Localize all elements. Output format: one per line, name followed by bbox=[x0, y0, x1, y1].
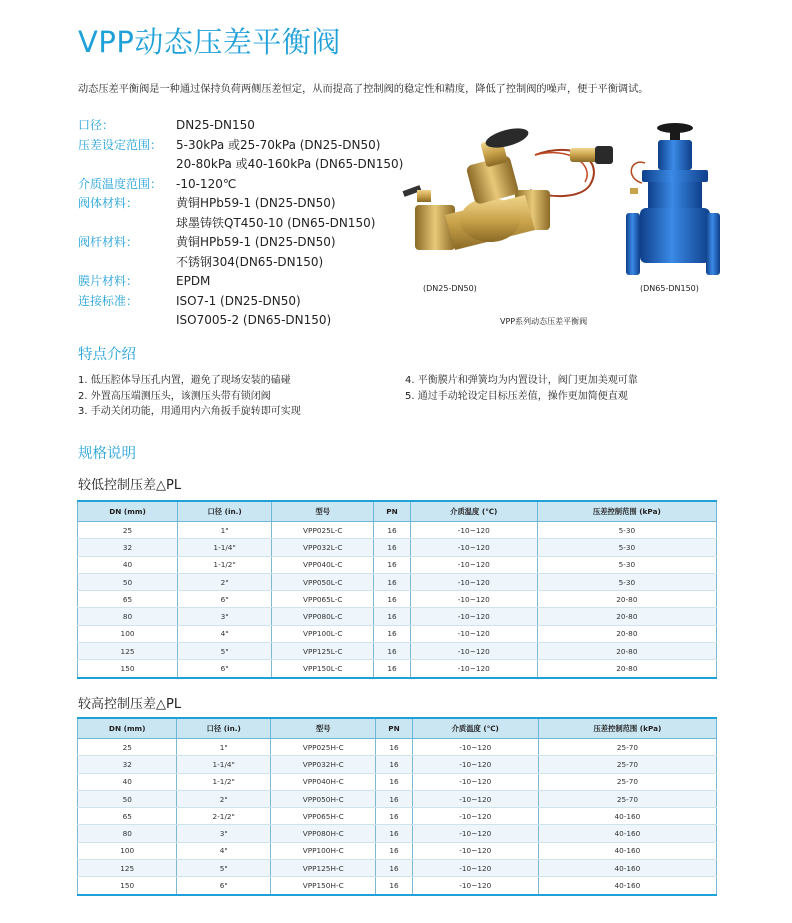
table-cell: 20-80 bbox=[537, 643, 716, 660]
spec-label: 压差设定范围： bbox=[78, 137, 163, 152]
table-cell: 25 bbox=[78, 522, 178, 539]
low-table-heading: 较低控制压差△PL bbox=[78, 478, 182, 493]
table-cell: 32 bbox=[78, 539, 178, 556]
table-cell: 125 bbox=[78, 860, 177, 877]
table-header-row bbox=[78, 718, 717, 739]
spec-value: -10-120℃ bbox=[176, 176, 237, 191]
table-cell: 40-160 bbox=[538, 808, 716, 825]
spec-row bbox=[78, 292, 403, 312]
table-cell: 16 bbox=[376, 756, 412, 773]
table-cell: 40-160 bbox=[538, 825, 716, 842]
spec-value: 20-80kPa 或40-160kPa (DN65-DN150) bbox=[176, 157, 404, 171]
table-cell: 50 bbox=[78, 573, 178, 590]
table-cell: 125 bbox=[78, 643, 178, 660]
blue-valve-image bbox=[620, 118, 720, 283]
table-cell: 65 bbox=[78, 808, 177, 825]
table-row bbox=[78, 825, 717, 842]
table-cell: 1" bbox=[178, 522, 272, 539]
table-cell: 1-1/2" bbox=[178, 556, 272, 573]
table-cell: -10~120 bbox=[410, 522, 537, 539]
intro-text: 动态压差平衡阀是一种通过保持负荷两侧压差恒定，从而提高了控制阀的稳定性和精度，降低了控制阀的噪声，便于平衡调试。 bbox=[78, 84, 649, 95]
table-cell: 25-70 bbox=[538, 773, 716, 790]
column-header: PN bbox=[374, 501, 411, 522]
table-cell: 25-70 bbox=[538, 739, 716, 756]
table-cell: -10~120 bbox=[410, 539, 537, 556]
table-cell: VPP032L-C bbox=[272, 539, 374, 556]
spec-row bbox=[78, 253, 403, 273]
table-cell: VPP025H-C bbox=[271, 739, 376, 756]
table-cell: 5-30 bbox=[537, 522, 716, 539]
table-cell: 4" bbox=[178, 625, 272, 642]
table-cell: 150 bbox=[78, 660, 178, 678]
table-row bbox=[78, 790, 717, 807]
table-cell: 1-1/4" bbox=[177, 756, 271, 773]
column-header: DN (mm) bbox=[78, 718, 177, 739]
spec-row bbox=[78, 214, 403, 234]
features-right bbox=[405, 373, 638, 404]
table-cell: VPP100H-C bbox=[271, 842, 376, 859]
table-cell: 16 bbox=[374, 522, 411, 539]
table-cell: 6" bbox=[177, 877, 271, 895]
table-cell: 16 bbox=[376, 790, 412, 807]
table-cell: 1-1/2" bbox=[177, 773, 271, 790]
table-cell: VPP032H-C bbox=[271, 756, 376, 773]
feature-item: 4. 平衡膜片和弹簧均为内置设计，阀门更加美观可靠 bbox=[405, 375, 638, 386]
table-cell: VPP040H-C bbox=[271, 773, 376, 790]
table-cell: VPP100L-C bbox=[272, 625, 374, 642]
spec-row bbox=[78, 272, 403, 292]
table-row bbox=[78, 539, 717, 556]
table-cell: -10~120 bbox=[410, 573, 537, 590]
table-cell: 3" bbox=[178, 608, 272, 625]
table-cell: -10~120 bbox=[412, 808, 538, 825]
table-cell: -10~120 bbox=[412, 756, 538, 773]
spec-label: 口径： bbox=[78, 118, 115, 132]
table-row bbox=[78, 608, 717, 625]
table-cell: 16 bbox=[374, 608, 411, 625]
brass-valve-image bbox=[395, 120, 620, 270]
spec-value: EPDM bbox=[176, 274, 211, 288]
table-cell: 20-80 bbox=[537, 591, 716, 608]
table-header-row bbox=[78, 501, 717, 522]
table-cell: VPP050L-C bbox=[272, 573, 374, 590]
spec-row bbox=[78, 233, 403, 253]
spec-label bbox=[78, 214, 176, 234]
table-cell: 6" bbox=[178, 591, 272, 608]
table-cell: 16 bbox=[374, 643, 411, 660]
table-cell: 50 bbox=[78, 790, 177, 807]
table-cell: -10~120 bbox=[412, 877, 538, 895]
feature-item: 1. 低压腔体导压孔内置，避免了现场安装的磕碰 bbox=[78, 375, 291, 386]
spec-row bbox=[78, 116, 403, 136]
spec-value: ISO7005-2 (DN65-DN150) bbox=[176, 313, 332, 327]
spec-label: 连接标准： bbox=[78, 293, 139, 308]
spec-row bbox=[78, 136, 403, 156]
table-row bbox=[78, 756, 717, 773]
table-cell: 1" bbox=[177, 739, 271, 756]
spec-label: 介质温度范围： bbox=[78, 176, 163, 191]
table-cell: 20-80 bbox=[537, 660, 716, 678]
large-valve-caption: (DN65-DN150) bbox=[640, 284, 699, 293]
table-cell: -10~120 bbox=[412, 842, 538, 859]
table-row bbox=[78, 573, 717, 590]
table-cell: 5" bbox=[177, 860, 271, 877]
table-cell: 80 bbox=[78, 825, 177, 842]
table-row bbox=[78, 625, 717, 642]
spec-row bbox=[78, 311, 403, 331]
table-cell: VPP150L-C bbox=[272, 660, 374, 678]
table-cell: 2" bbox=[177, 790, 271, 807]
table-cell: -10~120 bbox=[410, 591, 537, 608]
table-row bbox=[78, 808, 717, 825]
column-header: 口径 (in.) bbox=[178, 501, 272, 522]
spec-label: 膜片材料： bbox=[78, 274, 139, 288]
table-cell: 20-80 bbox=[537, 608, 716, 625]
table-cell: 150 bbox=[78, 877, 177, 895]
table-cell: 5" bbox=[178, 643, 272, 660]
table-cell: 5-30 bbox=[537, 539, 716, 556]
table-cell: -10~120 bbox=[410, 608, 537, 625]
feature-item: 5. 通过手动轮设定目标压差值，操作更加简便直观 bbox=[405, 390, 628, 402]
page-title: VPP动态压差平衡阀 bbox=[78, 25, 341, 59]
series-caption: VPP系列动态压差平衡阀 bbox=[500, 317, 588, 326]
features-left bbox=[78, 373, 301, 420]
table-cell: -10~120 bbox=[412, 790, 538, 807]
table-row bbox=[78, 643, 717, 660]
table-cell: VPP080L-C bbox=[272, 608, 374, 625]
spec-value: 黄铜HPb59-1 (DN25-DN50) bbox=[176, 235, 336, 249]
high-pressure-table bbox=[77, 717, 717, 896]
table-cell: 5-30 bbox=[537, 556, 716, 573]
table-cell: 65 bbox=[78, 591, 178, 608]
table-row bbox=[78, 773, 717, 790]
table-cell: VPP125H-C bbox=[271, 860, 376, 877]
spec-value: 不锈钢304(DN65-DN150) bbox=[176, 254, 324, 269]
table-cell: -10~120 bbox=[412, 773, 538, 790]
spec-row bbox=[78, 155, 403, 175]
table-cell: 16 bbox=[376, 877, 412, 895]
spec-label bbox=[78, 253, 176, 273]
spec-value: 球墨铸铁QT450-10 (DN65-DN150) bbox=[176, 215, 376, 230]
spec-value: 黄铜HPb59-1 (DN25-DN50) bbox=[176, 196, 336, 210]
table-row bbox=[78, 860, 717, 877]
table-cell: 2" bbox=[178, 573, 272, 590]
table-cell: 25-70 bbox=[538, 756, 716, 773]
table-cell: 16 bbox=[374, 591, 411, 608]
table-cell: 16 bbox=[374, 573, 411, 590]
table-row bbox=[78, 591, 717, 608]
table-cell: VPP080H-C bbox=[271, 825, 376, 842]
table-cell: 32 bbox=[78, 756, 177, 773]
column-header: 型号 bbox=[272, 501, 374, 522]
table-cell: 40-160 bbox=[538, 877, 716, 895]
spec-label: 阀杆材料： bbox=[78, 235, 139, 249]
table-cell: 16 bbox=[376, 860, 412, 877]
high-table-heading: 较高控制压差△PL bbox=[78, 697, 182, 712]
spec-value: DN25-DN150 bbox=[176, 118, 255, 132]
table-cell: 25 bbox=[78, 739, 177, 756]
spec-value: ISO7-1 (DN25-DN50) bbox=[176, 293, 301, 308]
table-cell: 16 bbox=[376, 739, 412, 756]
table-cell: VPP065H-C bbox=[271, 808, 376, 825]
table-row bbox=[78, 556, 717, 573]
table-cell: VPP125L-C bbox=[272, 643, 374, 660]
table-cell: 40-160 bbox=[538, 842, 716, 859]
table-cell: 16 bbox=[376, 842, 412, 859]
spec-label bbox=[78, 155, 176, 175]
column-header: 压差控制范围 (kPa) bbox=[538, 718, 716, 739]
column-header: DN (mm) bbox=[78, 501, 178, 522]
features-heading: 特点介绍 bbox=[78, 347, 136, 363]
table-cell: 80 bbox=[78, 608, 178, 625]
column-header: 压差控制范围 (kPa) bbox=[537, 501, 716, 522]
table-cell: 2-1/2" bbox=[177, 808, 271, 825]
table-cell: 16 bbox=[376, 825, 412, 842]
table-row bbox=[78, 522, 717, 539]
table-cell: VPP050H-C bbox=[271, 790, 376, 807]
table-cell: VPP150H-C bbox=[271, 877, 376, 895]
table-cell: 16 bbox=[374, 539, 411, 556]
column-header: 介质温度 (℃) bbox=[412, 718, 538, 739]
table-cell: 5-30 bbox=[537, 573, 716, 590]
spec-heading: 规格说明 bbox=[78, 446, 136, 462]
column-header: 型号 bbox=[271, 718, 376, 739]
feature-item: 2. 外置高压端测压头，该测压头带有锁闭阀 bbox=[78, 390, 271, 402]
column-header: 介质温度 (℃) bbox=[410, 501, 537, 522]
feature-item: 3. 手动关闭功能，用通用内六角扳手旋转即可实现 bbox=[78, 406, 301, 417]
table-cell: 100 bbox=[78, 625, 178, 642]
table-cell: 40-160 bbox=[538, 860, 716, 877]
table-cell: 3" bbox=[177, 825, 271, 842]
table-cell: VPP065L-C bbox=[272, 591, 374, 608]
table-row bbox=[78, 877, 717, 895]
table-cell: 4" bbox=[177, 842, 271, 859]
table-cell: 16 bbox=[374, 660, 411, 678]
spec-label: 阀体材料： bbox=[78, 196, 139, 210]
table-cell: 40 bbox=[78, 773, 177, 790]
table-cell: 1-1/4" bbox=[178, 539, 272, 556]
table-cell: -10~120 bbox=[410, 643, 537, 660]
table-cell: 20-80 bbox=[537, 625, 716, 642]
table-cell: -10~120 bbox=[412, 739, 538, 756]
column-header: PN bbox=[376, 718, 412, 739]
table-cell: -10~120 bbox=[410, 660, 537, 678]
table-cell: 16 bbox=[374, 625, 411, 642]
table-row bbox=[78, 660, 717, 678]
spec-row bbox=[78, 175, 403, 195]
table-cell: -10~120 bbox=[410, 556, 537, 573]
table-cell: 25-70 bbox=[538, 790, 716, 807]
table-cell: 100 bbox=[78, 842, 177, 859]
spec-label bbox=[78, 311, 176, 331]
low-pressure-table bbox=[77, 500, 717, 679]
table-cell: VPP025L-C bbox=[272, 522, 374, 539]
spec-value: 5-30kPa 或25-70kPa (DN25-DN50) bbox=[176, 137, 381, 152]
table-cell: 16 bbox=[374, 556, 411, 573]
column-header: 口径 (in.) bbox=[177, 718, 271, 739]
table-cell: -10~120 bbox=[410, 625, 537, 642]
table-cell: -10~120 bbox=[412, 860, 538, 877]
table-cell: 6" bbox=[178, 660, 272, 678]
table-cell: 40 bbox=[78, 556, 178, 573]
table-cell: -10~120 bbox=[412, 825, 538, 842]
table-row bbox=[78, 842, 717, 859]
spec-row bbox=[78, 194, 403, 214]
spec-list bbox=[78, 116, 403, 331]
small-valve-caption: (DN25-DN50) bbox=[423, 284, 477, 293]
table-row bbox=[78, 739, 717, 756]
table-cell: VPP040L-C bbox=[272, 556, 374, 573]
table-cell: 16 bbox=[376, 773, 412, 790]
table-cell: 16 bbox=[376, 808, 412, 825]
